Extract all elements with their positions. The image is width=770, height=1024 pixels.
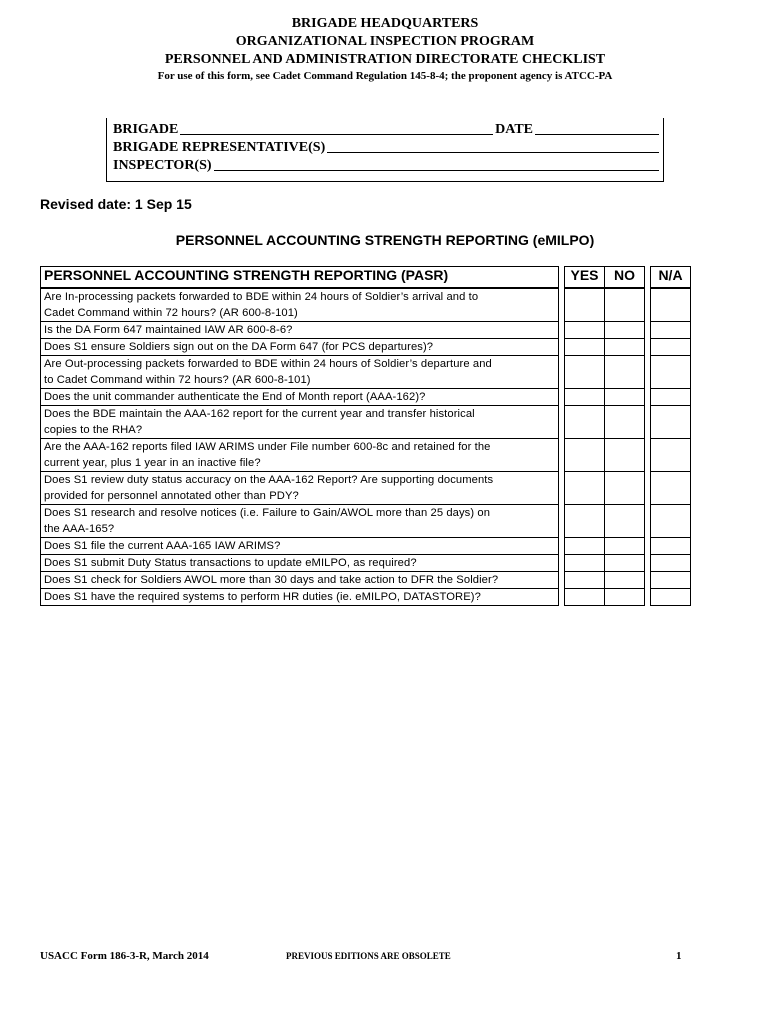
- yes-answer-cell[interactable]: [565, 439, 605, 472]
- no-answer-cell[interactable]: [605, 356, 645, 389]
- question-cell: [41, 406, 559, 439]
- table-row: [41, 555, 691, 572]
- na-answer-cell[interactable]: [651, 555, 691, 572]
- yes-answer-cell[interactable]: [565, 339, 605, 356]
- table-row: [41, 406, 691, 439]
- na-answer-cell[interactable]: [651, 505, 691, 538]
- header-line-3: PERSONNEL AND ADMINISTRATION DIRECTORATE CHECKLIST: [164, 52, 606, 67]
- question-text: Does the unit commander authenticate the End of Month report (AAA-162)?: [44, 391, 426, 403]
- obsolete-notice: PREVIOUS EDITIONS ARE OBSOLETE: [286, 951, 451, 961]
- na-answer-cell[interactable]: [651, 406, 691, 439]
- no-column-header: NO: [605, 267, 645, 289]
- date-label: DATE: [495, 122, 533, 137]
- revised-date: Revised date: 1 Sep 15: [40, 196, 192, 212]
- yes-answer-cell[interactable]: [565, 322, 605, 339]
- yes-answer-cell[interactable]: [565, 472, 605, 505]
- form-number: USACC Form 186-3-R, March 2014: [40, 950, 209, 962]
- yes-answer-cell[interactable]: [565, 406, 605, 439]
- checklist-table: [40, 266, 691, 606]
- question-text: Does S1 submit Duty Status transactions to update eMILPO, as required?: [44, 557, 417, 569]
- representative-field[interactable]: [327, 140, 659, 153]
- brigade-field[interactable]: [180, 122, 493, 135]
- header-line-1: BRIGADE HEADQUARTERS: [291, 16, 479, 31]
- question-text: Are the AAA-162 reports filed IAW ARIMS under File number 600-8c and retained for the: [44, 441, 491, 453]
- table-row: [41, 322, 691, 339]
- question-text: Are Out-processing packets forwarded to BDE within 24 hours of Soldier’s departure and: [44, 358, 492, 370]
- question-text: current year, plus 1 year in an inactive file?: [44, 457, 261, 469]
- no-answer-cell[interactable]: [605, 555, 645, 572]
- question-text: Does the BDE maintain the AAA-162 report for the current year and transfer historical: [44, 408, 475, 420]
- na-answer-cell[interactable]: [651, 339, 691, 356]
- yes-answer-cell[interactable]: [565, 505, 605, 538]
- question-cell: [41, 589, 559, 606]
- question-text: to Cadet Command within 72 hours? (AR 600-8-101): [44, 374, 311, 386]
- no-answer-cell[interactable]: [605, 505, 645, 538]
- yes-answer-cell[interactable]: [565, 589, 605, 606]
- yes-answer-cell[interactable]: [565, 356, 605, 389]
- table-header-row: [41, 267, 691, 289]
- inspector-label: INSPECTOR(S): [113, 158, 212, 173]
- inspection-info-box: [106, 118, 664, 182]
- no-answer-cell[interactable]: [605, 339, 645, 356]
- no-answer-cell[interactable]: [605, 472, 645, 505]
- na-answer-cell[interactable]: [651, 439, 691, 472]
- yes-answer-cell[interactable]: [565, 288, 605, 322]
- na-answer-cell[interactable]: [651, 472, 691, 505]
- representative-label: BRIGADE REPRESENTATIVE(S): [113, 140, 326, 155]
- table-row: [41, 439, 691, 472]
- no-answer-cell[interactable]: [605, 439, 645, 472]
- yes-answer-cell[interactable]: [565, 389, 605, 406]
- question-text: Are In-processing packets forwarded to BDE within 24 hours of Soldier’s arrival and to: [44, 291, 479, 303]
- na-column-header: N/A: [651, 267, 691, 289]
- yes-answer-cell[interactable]: [565, 555, 605, 572]
- question-text: Does S1 have the required systems to perform HR duties (ie. eMILPO, DATASTORE)?: [44, 591, 481, 603]
- no-answer-cell[interactable]: [605, 389, 645, 406]
- question-text: copies to the RHA?: [44, 424, 143, 436]
- no-answer-cell[interactable]: [605, 589, 645, 606]
- question-cell: [41, 538, 559, 555]
- question-text: Does S1 file the current AAA-165 IAW ARIMS?: [44, 540, 281, 552]
- question-cell: [41, 322, 559, 339]
- question-cell: [41, 572, 559, 589]
- na-answer-cell[interactable]: [651, 322, 691, 339]
- question-cell: [41, 288, 559, 322]
- table-row: [41, 356, 691, 389]
- table-row: [41, 389, 691, 406]
- question-cell: [41, 472, 559, 505]
- na-answer-cell[interactable]: [651, 589, 691, 606]
- date-field[interactable]: [535, 122, 659, 135]
- question-text: Does S1 review duty status accuracy on the AAA-162 Report? Are supporting documents: [44, 474, 494, 486]
- no-answer-cell[interactable]: [605, 406, 645, 439]
- inspector-field[interactable]: [214, 158, 659, 171]
- no-answer-cell[interactable]: [605, 288, 645, 322]
- no-answer-cell[interactable]: [605, 322, 645, 339]
- table-header-title: PERSONNEL ACCOUNTING STRENGTH REPORTING (PASR): [41, 267, 559, 289]
- inspector-row: [113, 156, 661, 174]
- na-answer-cell[interactable]: [651, 288, 691, 322]
- question-cell: [41, 555, 559, 572]
- table-row: [41, 589, 691, 606]
- yes-answer-cell[interactable]: [565, 538, 605, 555]
- question-text: Does S1 check for Soldiers AWOL more than 30 days and take action to DFR the Soldier?: [44, 574, 499, 586]
- brigade-label: BRIGADE: [113, 122, 179, 137]
- brigade-row: [113, 120, 661, 138]
- question-text: Does S1 ensure Soldiers sign out on the DA Form 647 (for PCS departures)?: [44, 341, 434, 353]
- table-row: [41, 472, 691, 505]
- question-cell: [41, 356, 559, 389]
- na-answer-cell[interactable]: [651, 538, 691, 555]
- table-row: [41, 339, 691, 356]
- section-title: PERSONNEL ACCOUNTING STRENGTH REPORTING (eMILPO): [175, 232, 595, 248]
- question-text: Cadet Command within 72 hours? (AR 600-8-101): [44, 307, 298, 319]
- na-answer-cell[interactable]: [651, 389, 691, 406]
- question-text: the AAA-165?: [44, 523, 115, 535]
- no-answer-cell[interactable]: [605, 572, 645, 589]
- na-answer-cell[interactable]: [651, 572, 691, 589]
- yes-answer-cell[interactable]: [565, 572, 605, 589]
- question-cell: [41, 439, 559, 472]
- page-number: 1: [676, 950, 682, 962]
- representative-row: [113, 138, 661, 156]
- question-cell: [41, 389, 559, 406]
- header-line-4: For use of this form, see Cadet Command Regulation 145-8-4; the proponent agency is ATCC-PA: [157, 70, 613, 82]
- table-row: [41, 505, 691, 538]
- question-text: Does S1 research and resolve notices (i.e. Failure to Gain/AWOL more than 25 days) on: [44, 507, 491, 519]
- na-answer-cell[interactable]: [651, 356, 691, 389]
- header-line-2: ORGANIZATIONAL INSPECTION PROGRAM: [235, 34, 535, 49]
- question-text: provided for personnel annotated other than PDY?: [44, 490, 299, 502]
- table-row: [41, 538, 691, 555]
- question-cell: [41, 505, 559, 538]
- no-answer-cell[interactable]: [605, 538, 645, 555]
- question-cell: [41, 339, 559, 356]
- table-row: [41, 288, 691, 322]
- question-text: Is the DA Form 647 maintained IAW AR 600-8-6?: [44, 324, 293, 336]
- yes-column-header: YES: [565, 267, 605, 289]
- table-row: [41, 572, 691, 589]
